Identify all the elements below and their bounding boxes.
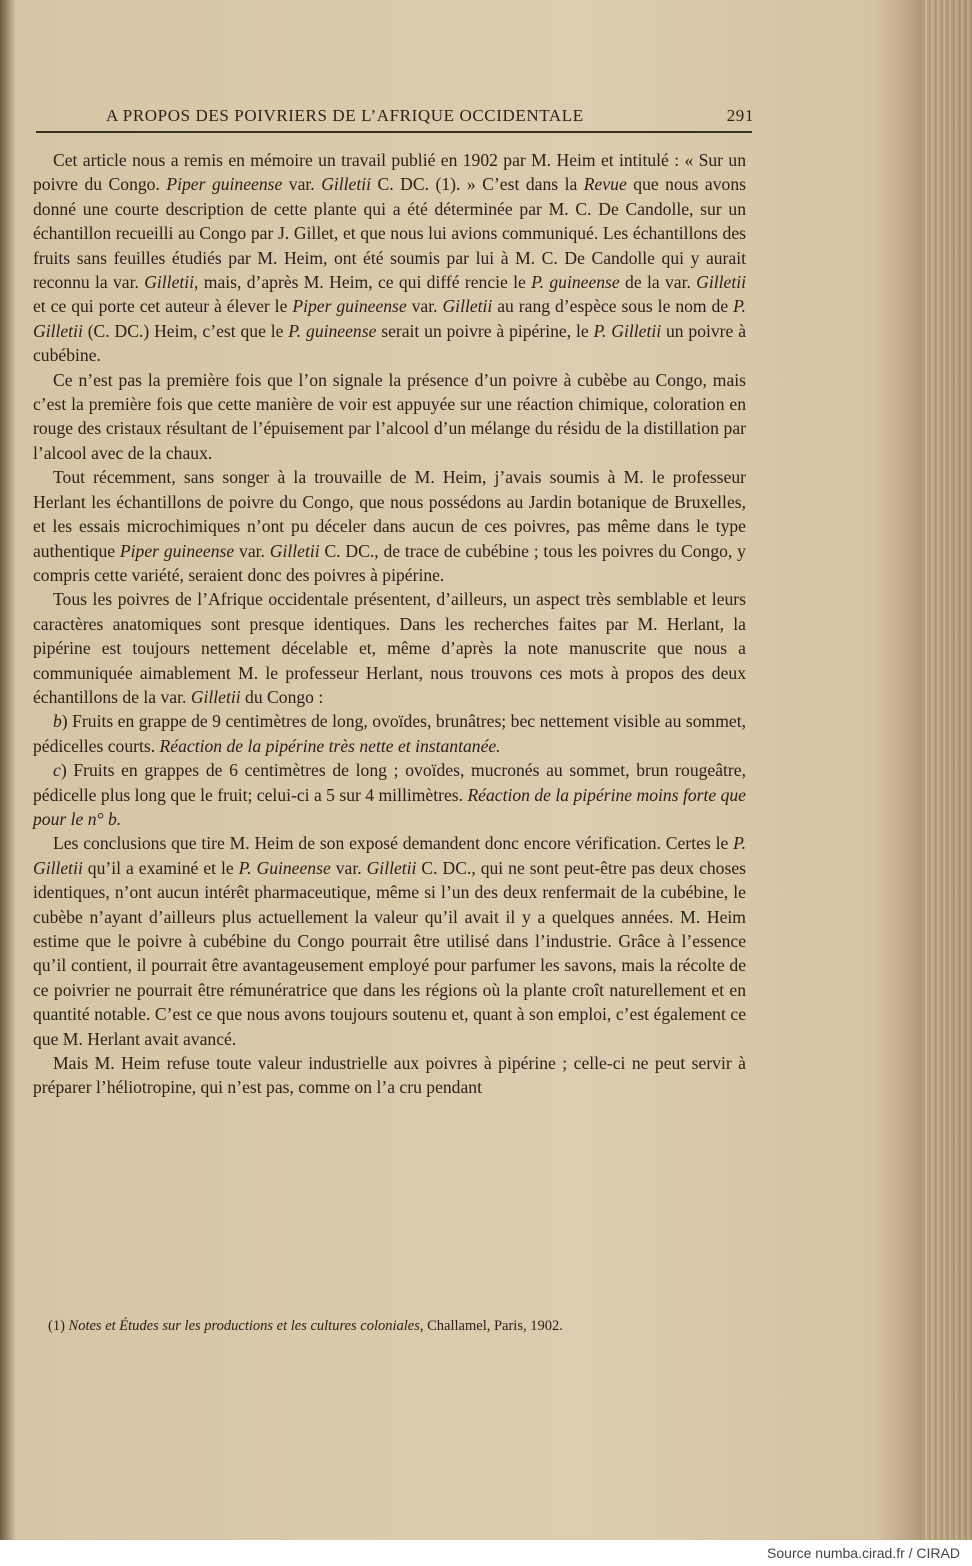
text-run: de la var. <box>619 272 697 293</box>
paragraph <box>33 368 746 466</box>
source-label: Source numba.cirad.fr / CIRAD <box>767 1545 960 1561</box>
italic-text: P. guineense <box>288 320 377 341</box>
italic-text: P. Guineense <box>238 857 331 878</box>
footnote <box>48 1318 748 1335</box>
text-run: ) Fruits en grappe de 9 centimètres de long, ovoïdes, brunâtres; bec nettement visible au sommet, pédicelles courts. <box>33 711 746 756</box>
text-run: , mais, d’après M. Heim, ce qui diffé rencie le <box>194 272 532 293</box>
text-run: C. DC., de trace de cubébine ; tous les poivres du Congo, y compris cette variété, seraient donc des poivres à pipérine. <box>33 540 746 585</box>
footnote-title: Notes et Études sur les productions et les cultures coloniales <box>68 1318 420 1334</box>
italic-text: Gilletii <box>190 686 241 707</box>
text-run: var. <box>406 296 443 317</box>
text-run: Tout récemment, sans songer à la trouvaille de M. Heim, j’avais soumis à M. le professeur Herlant les échantillons de poivre du Congo, que nous possédons au Jardin botanique de Bruxelles, et les essais microchimiques n’ont pu déceler dans aucun de ces poivres, pas même dans le type authentique <box>33 467 746 561</box>
italic-text: P. Gilletii <box>593 320 662 341</box>
header-rule <box>36 131 752 133</box>
running-header <box>34 104 754 130</box>
text-run: var. <box>330 857 367 878</box>
paragraph <box>33 758 746 831</box>
italic-text: P. Gilletii <box>33 296 746 341</box>
text-run: Mais M. Heim refuse toute valeur industrielle aux poivres à pipérine ; celle-ci ne peut servir à préparer l’héliotropine, qui n’est pas, comme on l’a cru pendant <box>33 1053 746 1098</box>
footnote-rest: , Challamel, Paris, 1902. <box>419 1318 563 1334</box>
running-title: A PROPOS DES POIVRIERS DE L’AFRIQUE OCCIDENTALE <box>106 106 584 125</box>
page-number: 291 <box>726 106 754 125</box>
italic-text: P. Gilletii <box>33 833 746 878</box>
italic-text: Revue <box>583 174 627 195</box>
footnote-marker: (1) <box>48 1318 65 1334</box>
italic-text: Gilletii <box>366 857 417 878</box>
text-run: (C. DC.) Heim, c’est que le <box>82 320 289 341</box>
paragraph <box>33 831 746 1051</box>
italic-text: Gilletii <box>269 540 320 561</box>
italic-text: Piper guineense <box>119 540 235 561</box>
text-run: C. DC. (1). » C’est dans la <box>371 174 584 195</box>
italic-text: Piper guineense <box>292 296 407 317</box>
italic-text: Gilletii <box>321 174 372 195</box>
italic-text: Gilletii <box>442 296 493 317</box>
italic-text: Gilletii <box>696 272 747 293</box>
text-run: Ce n’est pas la première fois que l’on signale la présence d’un poivre à cubèbe au Congo, mais c’est la première fois que cette manière de voir est appuyée sur une réaction chimique, coloration en rouge des cristaux résultant de l’épuisement par l’alcool d’un mélange du résidu de la distillation par l’alcool avec de la chaux. <box>33 369 746 463</box>
text-run: que nous avons donné une courte description de cette plante qui a été déterminée par M. C. De Candolle, sur un échantillon recueilli au Congo par J. Gillet, et que nous lui avions communiqué. Les échantillons des fruits sans feuilles étudiés par M. Heim, ont été soumis par lui à M. C. De Candolle qui y aurait reconnu la var. <box>33 174 746 293</box>
text-run: var. <box>234 540 270 561</box>
paragraph <box>33 465 746 587</box>
text-run: Tous les poivres de l’Afrique occidentale présentent, d’ailleurs, un aspect très semblable et leurs caractères anatomiques sont presque identiques. Dans les recherches faites par M. Herlant, la pipérine est toujours nettement décelable et, même d’après la note manuscrite que nous a communiquée aimablement M. le professeur Herlant, nous trouvons ces mots à propos des deux échantillons de la var. <box>33 589 746 707</box>
text-run: et ce qui porte cet auteur à élever le <box>33 296 293 317</box>
italic-text: Réaction de la pipérine très nette et instantanée. <box>159 735 501 756</box>
text-run: un poivre à cubébine. <box>33 320 747 366</box>
page-edge-stack <box>922 0 972 1540</box>
italic-text: Gilletii <box>144 272 195 293</box>
italic-text: Réaction de la pipérine moins forte que pour le n° b. <box>33 784 746 829</box>
paragraph <box>33 148 746 368</box>
body-text <box>33 148 746 1100</box>
paragraph <box>33 1051 746 1100</box>
text-run: Les conclusions que tire M. Heim de son exposé demandent donc encore vérification. Certes le <box>53 833 734 854</box>
text-run: Cet article nous a remis en mémoire un travail publié en 1902 par M. Heim et intitulé : « Sur un poivre du Congo. <box>33 150 746 195</box>
italic-text: Piper guineense <box>166 174 283 195</box>
text-run: au rang d’espèce sous le nom de <box>492 296 734 317</box>
paragraph <box>33 587 746 709</box>
italic-text: c <box>53 760 61 781</box>
text-run: du Congo : <box>240 686 324 707</box>
text-run: var. <box>282 174 322 195</box>
text-run: C. DC., qui ne sont peut-être pas deux choses identiques, n’ont aucun intérêt pharmaceutique, même si l’un des deux renfermait de la cubébine, le cubèbe n’ayant d’ailleurs plus actuellement la valeur qu’il avait il y a quelques années. M. Heim estime que le poivre à cubébine du Congo pourrait être utilisé dans l’industrie. Grâce à l’essence qu’il contient, il pourrait être avantageusement employé pour parfumer les savons, mais la récolte de ce poivrier ne pourrait être rémunératrice que dans les régions où la plante croît naturellement et en quantité notable. C’est ce que nous avons toujours soutenu et, quant à son emploi, c’est également ce que M. Herlant avait avancé. <box>33 857 746 1049</box>
text-run: serait un poivre à pipérine, le <box>376 320 594 341</box>
text-run: ) Fruits en grappes de 6 centimètres de long ; ovoïdes, mucronés au sommet, brun rougeâtre, pédicelle plus long que le fruit; celui-ci a 5 sur 4 millimètres. <box>33 760 746 805</box>
paragraph <box>33 709 746 758</box>
italic-text: P. guineense <box>531 272 620 293</box>
italic-text: b <box>53 711 62 732</box>
text-run: qu’il a examiné et le <box>82 857 239 878</box>
